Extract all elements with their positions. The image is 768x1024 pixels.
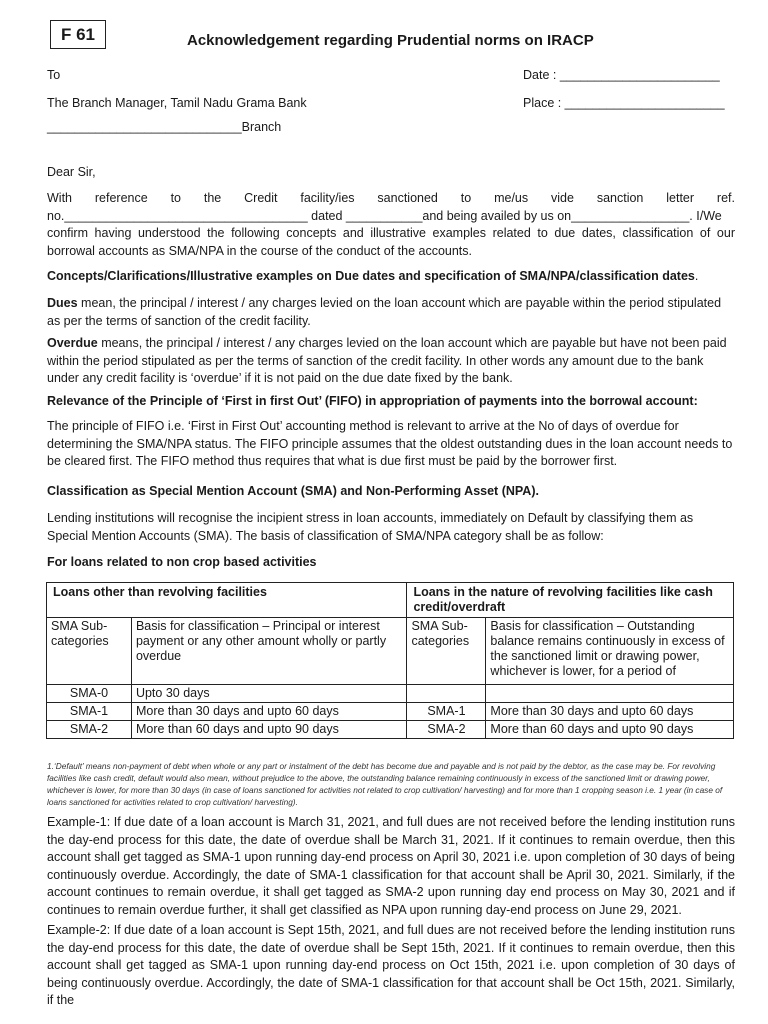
example-1-paragraph: Example-1: If due date of a loan account is March 31, 2021, and full dues are not received before the lending institution runs the day-end process for this date, the date of overdue shall be March 31, 2021. If it continues to remain overdue, then this account shall get tagged as SMA-1 upon running day-end process on April 30, 2021 i.e. upon completion of 30 days of being continuously overdue. Accordingly, the date of SMA-1 classification for that account shall be April 30, 2021. Similarly, if the account continues to remain overdue, it shall get tagged as SMA-2 upon running day end process on May 30, 2021 and if continues to remain overdue further, it shall get classified as NPA upon running day-end process on June 29, 2021. xyxy=(47,815,735,917)
dues-paragraph xyxy=(47,295,735,330)
ref-word: facility/ies xyxy=(300,191,355,205)
recipient: The Branch Manager, Tamil Nadu Grama Bank xyxy=(47,96,307,110)
right-period: More than 60 days and upto 90 days xyxy=(486,721,734,739)
sma-classification-table xyxy=(46,582,734,739)
table-row xyxy=(47,703,734,721)
dues-term: Dues xyxy=(47,296,78,310)
left-subcategory-header: SMA Sub-categories xyxy=(47,618,132,685)
date-field: Date : _______________________ xyxy=(523,68,720,82)
reference-line-1 xyxy=(47,190,735,208)
ref-word: reference xyxy=(94,191,148,205)
left-period: Upto 30 days xyxy=(131,685,407,703)
right-subcategory-header: SMA Sub-categories xyxy=(407,618,486,685)
classification-heading: Classification as Special Mention Account (SMA) and Non-Performing Asset (NPA). xyxy=(47,484,539,498)
ref-word: Credit xyxy=(244,191,278,205)
ref-word: With xyxy=(47,191,72,205)
table-header-row xyxy=(47,583,734,618)
reference-paragraph xyxy=(47,190,735,260)
reference-continuation: confirm having understood the following concepts and illustrative examples related to due dates, classification of our borrowal accounts as SMA/NPA in the course of the conduct of the accounts. xyxy=(47,226,735,258)
ref-word: vide xyxy=(551,191,574,205)
ref-word: sanctioned xyxy=(377,191,438,205)
form-code: F 61 xyxy=(60,24,96,44)
form-code-box xyxy=(50,20,106,49)
concepts-heading xyxy=(47,269,698,283)
branch-field: ____________________________Branch xyxy=(47,120,282,134)
concepts-heading-text: Concepts/Clarifications/Illustrative examples on Due dates and specification of SMA/NPA/classification dates xyxy=(47,269,695,283)
ref-word: me/us xyxy=(494,191,529,205)
ref-word: to xyxy=(170,191,181,205)
ref-word: ref. xyxy=(716,191,735,205)
non-crop-heading: For loans related to non crop based activities xyxy=(47,555,317,569)
right-basis-header: Basis for classification – Outstanding balance remains continuously in excess of the sanctioned limit or drawing power, whichever is lower, for a period of xyxy=(486,618,734,685)
sma-category: SMA-2 xyxy=(47,721,132,739)
left-table-header: Loans other than revolving facilities xyxy=(47,583,407,618)
ref-word: to xyxy=(460,191,472,205)
ref-word: sanction xyxy=(596,191,644,205)
right-sma-category xyxy=(407,685,486,703)
overdue-paragraph xyxy=(47,335,735,388)
reference-line-2: no.___________________________________ dated ___________and being availed by us on_________________. I/We xyxy=(47,208,722,223)
example-2-paragraph: Example-2: If due date of a loan account is Sept 15th, 2021, and full dues are not received before the lending institution runs the day-end process for this date, the date of overdue shall be Sept 15th, 2021. If it continues to remain overdue, then this account shall get tagged as SMA-1 upon running day-end process on Oct 15th, 2021 i.e. upon completion of 30 days of being continuously overdue. Accordingly, the date of SMA-1 classification for that account shall be Oct 15th, 2021. Similarly, if the xyxy=(47,923,735,1007)
classification-paragraph: Lending institutions will recognise the incipient stress in loan accounts, immediately on Default by classifying them as Special Mention Accounts (SMA). The basis of classification of SMA/NPA category shall be as follow: xyxy=(47,511,694,543)
default-footnote: 1.‘Default’ means non-payment of debt when whole or any part or instalment of the debt has become due and payable and is not paid by the debtor, as the case may be. For revolving facilities like cash credit, default would also mean, without prejudice to the above, the outstanding balance remaining continuously in excess of the sanctioned limit or drawing power, whichever is lower, for more than 30 days (in case of loans sanctioned for activities not related to crop cultivation/ harvesting) and for more than 1 cropping season i.e. 1 year (in case of loans sanctioned for activities related to crop cultivation/ harvesting). xyxy=(47,761,723,807)
right-period: More than 30 days and upto 60 days xyxy=(486,703,734,721)
right-sma-category: SMA-1 xyxy=(407,703,486,721)
right-period xyxy=(486,685,734,703)
table-subheader-row xyxy=(47,618,734,685)
left-period: More than 60 days and upto 90 days xyxy=(131,721,407,739)
ref-word: letter xyxy=(666,191,695,205)
place-field: Place : _______________________ xyxy=(523,96,725,110)
fifo-heading: Relevance of the Principle of ‘First in first Out’ (FIFO) in appropriation of payments into the borrowal account: xyxy=(47,394,698,408)
to-label: To xyxy=(47,68,61,82)
sma-category: SMA-0 xyxy=(47,685,132,703)
overdue-term: Overdue xyxy=(47,336,98,350)
overdue-text: means, the principal / interest / any charges levied on the loan account which are payable but have not been paid within the period stipulated as per the terms of sanction of the credit facility. In other words any amount due to the bank under any credit facility is ‘overdue’ if it is not paid on the due date fixed by the bank. xyxy=(47,336,727,385)
right-sma-category: SMA-2 xyxy=(407,721,486,739)
ref-word: the xyxy=(203,191,222,205)
concepts-heading-period: . xyxy=(694,269,699,283)
salutation: Dear Sir, xyxy=(47,165,96,179)
dues-text: mean, the principal / interest / any charges levied on the loan account which are payable within the period stipulated as per the terms of sanction of the credit facility. xyxy=(47,296,722,328)
sma-category: SMA-1 xyxy=(47,703,132,721)
table-row xyxy=(47,685,734,703)
table-row xyxy=(47,721,734,739)
page-title: Acknowledgement regarding Prudential norms on IRACP xyxy=(187,32,594,49)
left-period: More than 30 days and upto 60 days xyxy=(131,703,407,721)
fifo-paragraph: The principle of FIFO i.e. ‘First in First Out’ accounting method is relevant to arrive at the No of days of overdue for determining the SMA/NPA status. The FIFO principle assumes that the oldest outstanding dues in the loan account needs to be cleared first. The FIFO method thus requires that what is due first must be paid by the borrower first. xyxy=(47,419,733,468)
right-table-header: Loans in the nature of revolving facilities like cash credit/overdraft xyxy=(407,583,734,618)
left-basis-header: Basis for classification – Principal or interest payment or any other amount wholly or partly overdue xyxy=(131,618,407,685)
